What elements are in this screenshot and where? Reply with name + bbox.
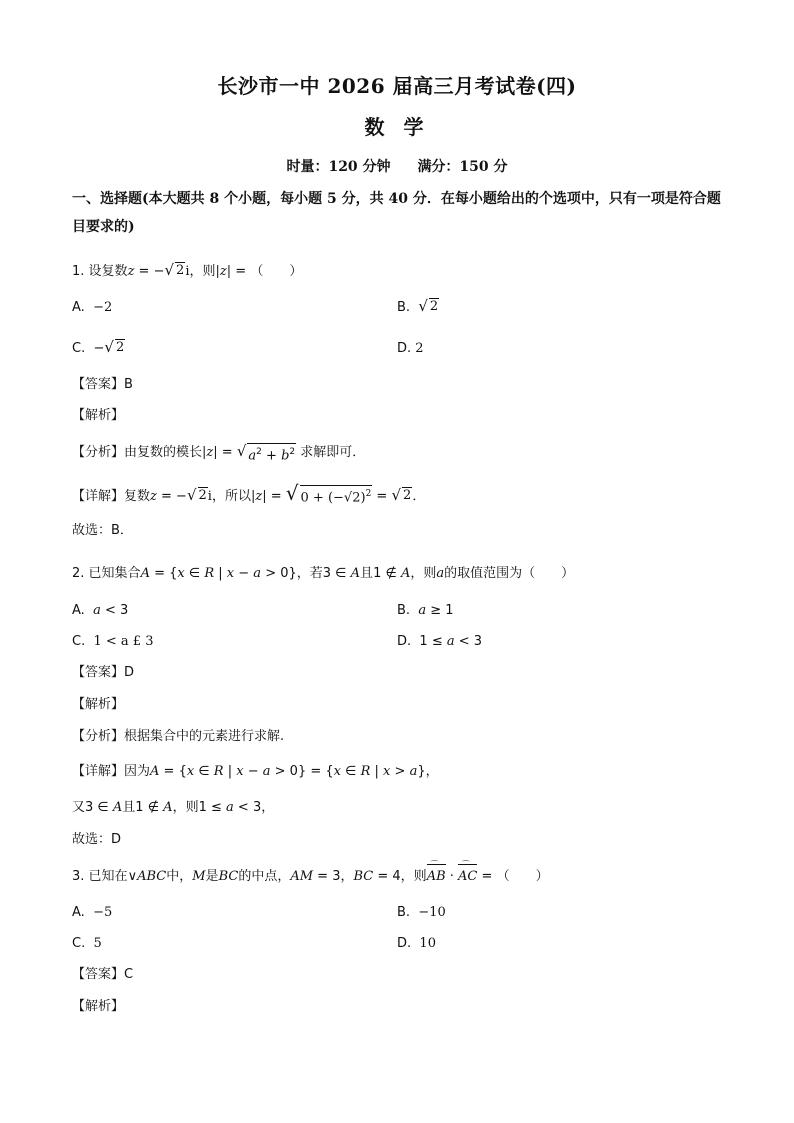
q3-stem: 3. 已知在∨ABC中，M是BC的中点，AM = 3，BC = 4，则AB ⌒ · AC ⌒ = （ ） xyxy=(72,867,549,887)
q1-option-a: A. −2 xyxy=(72,300,113,315)
q3-option-a: A. −5 xyxy=(72,905,113,920)
q2-option-b: B. a ≥ 1 xyxy=(397,603,454,618)
q3-answer: 【答案】C xyxy=(72,967,134,982)
q2-stem: 2. 已知集合A = {x ∈ R | x − a > 0}，若3 ∈ A且1 ∉ A，则a的取值范围为（ ） xyxy=(72,566,575,581)
exam-meta xyxy=(0,156,794,176)
exam-time: 时量：120 分钟 xyxy=(286,159,391,175)
q3-option-c: C. 5 xyxy=(72,936,102,951)
q1-option-d: D. 2 xyxy=(397,341,424,356)
q1-stem: 1. 设复数z = − √ 2 i，则|z| = （ ） xyxy=(72,261,303,279)
exam-subject: 数 学 xyxy=(364,115,430,139)
q1-xiangjie: 【详解】复数z = − √ 2 i，所以|z| = √ $0 + (-√2)^2$ = √ 2 ． xyxy=(72,481,426,506)
q1-option-c: C. − √ 2 xyxy=(72,338,125,356)
q2-option-a: A. a < 3 xyxy=(72,603,129,618)
q3-option-b: B. −10 xyxy=(397,905,446,920)
q2-xiangjie: 【详解】因为A = {x ∈ R | x − a > 0} = {x ∈ R | x > a}， xyxy=(72,764,439,779)
section-heading: 一、选择题(本大题共 8 个小题，每小题 5 分，共 40 分．在每小题给出的个选项中，只有一项是符合题目要求的) xyxy=(72,191,721,235)
q1-answer: 【答案】B xyxy=(72,377,133,392)
q2-answer: 【答案】D xyxy=(72,665,135,680)
q2-jiexi: 【解析】 xyxy=(72,697,125,712)
q1-fenxi: 【分析】由复数的模长|z| = √ $a^2 + b^2$ 求解即可． xyxy=(72,442,366,464)
q2-xiangjie-line2: 又3 ∈ A且1 ∉ A，则1 ≤ a < 3， xyxy=(72,800,275,815)
q3-jiexi: 【解析】 xyxy=(72,999,125,1014)
exam-title: 长沙市一中 2026 届高三月考试卷(四) xyxy=(217,74,577,98)
q3-option-d: D. 10 xyxy=(397,936,436,951)
q2-conclusion: 故选：D xyxy=(72,832,122,847)
q1-conclusion: 故选：B． xyxy=(72,523,133,538)
exam-score: 满分：150 分 xyxy=(417,159,508,175)
q1-jiexi: 【解析】 xyxy=(72,408,125,423)
q2-option-d: D. 1 ≤ a < 3 xyxy=(397,634,483,649)
q1-option-b: B. √ 2 xyxy=(397,297,439,315)
q2-fenxi: 【分析】根据集合中的元素进行求解. xyxy=(72,729,285,744)
q2-option-c: C. 1 < a £ 3 xyxy=(72,634,154,649)
